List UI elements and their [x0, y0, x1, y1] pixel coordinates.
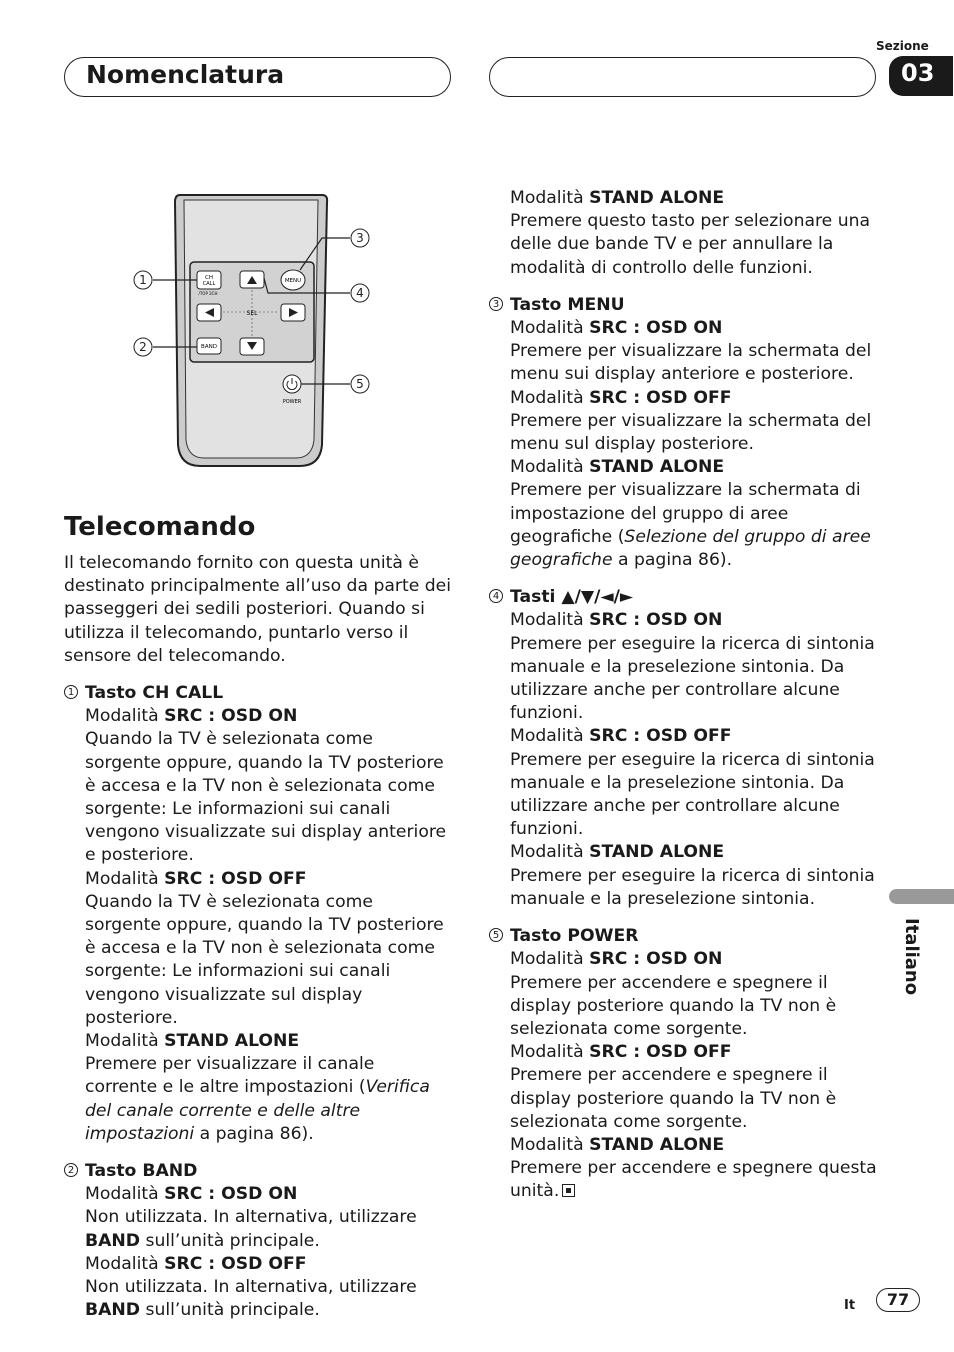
svg-text:2: 2	[139, 340, 147, 354]
item-title: Tasto POWER	[510, 926, 639, 947]
footer-language-code: It	[844, 1298, 856, 1313]
svg-text:CH: CH	[205, 275, 213, 281]
header-blank-frame	[489, 57, 876, 97]
item-number: 3	[489, 297, 503, 311]
item-ch-call: 1 Tasto CH CALL Modalità SRC : OSD ON Quando la TV è selezionata come sorgente oppure, quando la TV posteriore è accesa e la TV non è selezionata come sorgente: Le informazioni sui canali vengono visualizzate sui display anteriore e posteriore. Modalità SRC : OSD OFF Quando la TV è selezionata come sorgente oppure, quando la TV posteriore è accesa e la TV non è selezionata come sorgente: Le informazioni sui canali vengono visualizzate sul display posteriore. Modalità STAND ALONE Premere per visualizzare il canale corrente e le altre impostazioni (Verifica del canale corrente e delle altre impostazioni a pagina 86).	[64, 682, 451, 1146]
item-band-continued: Modalità STAND ALONE Premere questo tasto per selezionare una delle due bande TV e per annullare la modalità di controllo delle funzioni.	[510, 188, 871, 278]
section-number-badge: 03	[889, 56, 953, 96]
end-mark-icon	[562, 1184, 575, 1197]
ch-call-button	[197, 271, 221, 296]
svg-text:POWER: POWER	[282, 399, 302, 405]
page-title: Nomenclatura	[86, 60, 285, 89]
right-column	[489, 187, 879, 1204]
svg-text:1: 1	[139, 273, 147, 287]
band-button	[197, 338, 221, 354]
item-menu: 3 Tasto MENU Modalità SRC : OSD ON Premere per visualizzare la schermata del menu sui display anteriore e posteriore. Modalità SRC : OSD OFF Premere per visualizzare la schermata del menu sul display posteriore. Modalità STAND ALONE Premere per visualizzare la schermata di impostazione del gruppo di aree geografiche (Selezione del gruppo di aree geografiche a pagina 86).	[489, 294, 879, 572]
svg-text:4: 4	[356, 286, 364, 300]
sel-label: SEL	[246, 310, 258, 317]
item-number: 5	[489, 928, 503, 942]
language-label: Italiano	[901, 918, 922, 996]
menu-button	[281, 270, 305, 290]
item-title: Tasto MENU	[510, 294, 625, 315]
item-title: Tasti ▲/▼/◄/►	[510, 587, 634, 608]
item-number: 4	[489, 589, 503, 603]
item-title: Tasto BAND	[85, 1161, 198, 1182]
intro-paragraph: Il telecomando fornito con questa unità è destinato principalmente all’uso da parte dei passeggeri dei sedili posteriori. Quando si utilizza il telecomando, puntarlo verso il sensore del telecomando.	[64, 553, 451, 666]
item-band: 2 Tasto BAND Modalità SRC : OSD ON Non utilizzata. In alternativa, utilizzare BAND sull’unità principale. Modalità SRC : OSD OFF Non utilizzata. In alternativa, utilizzare BAND sull’unità principale.	[64, 1160, 451, 1322]
item-arrow-keys: 4 Tasti ▲/▼/◄/► Modalità SRC : OSD ON Premere per eseguire la ricerca di sintonia manuale e la preselezione sintonia. Da utilizzare anche per controllare alcune funzioni. Modalità SRC : OSD OFF Premere per eseguire la ricerca di sintonia manuale e la preselezione sintonia. Da utilizzare anche per controllare alcune funzioni. Modalità STAND ALONE Premere per eseguire la ricerca di sintonia manuale e la preselezione sintonia.	[489, 586, 879, 911]
language-tab	[889, 889, 954, 904]
svg-text:MENU: MENU	[284, 278, 302, 284]
page-number: 77	[876, 1288, 920, 1312]
item-number: 1	[64, 685, 78, 699]
svg-text:CALL: CALL	[202, 281, 216, 287]
svg-text:BAND: BAND	[201, 344, 217, 350]
power-button	[283, 375, 302, 405]
item-title: Tasto CH CALL	[85, 683, 224, 704]
left-column	[64, 552, 451, 1323]
svg-text:/TOP 2CH: /TOP 2CH	[198, 291, 218, 296]
remote-control-illustration	[120, 190, 380, 480]
item-power: 5 Tasto POWER Modalità SRC : OSD ON Premere per accendere e spegnere il display posteriore quando la TV non è selezionata come sorgente. Modalità SRC : OSD OFF Premere per accendere e spegnere il display posteriore quando la TV non è selezionata come sorgente. Modalità STAND ALONE Premere per accendere e spegnere questa unità.	[489, 925, 879, 1203]
item-number: 2	[64, 1163, 78, 1177]
section-label: Sezione	[876, 39, 929, 53]
svg-text:5: 5	[356, 377, 364, 391]
svg-text:3: 3	[356, 231, 364, 245]
section-heading: Telecomando	[64, 512, 256, 542]
